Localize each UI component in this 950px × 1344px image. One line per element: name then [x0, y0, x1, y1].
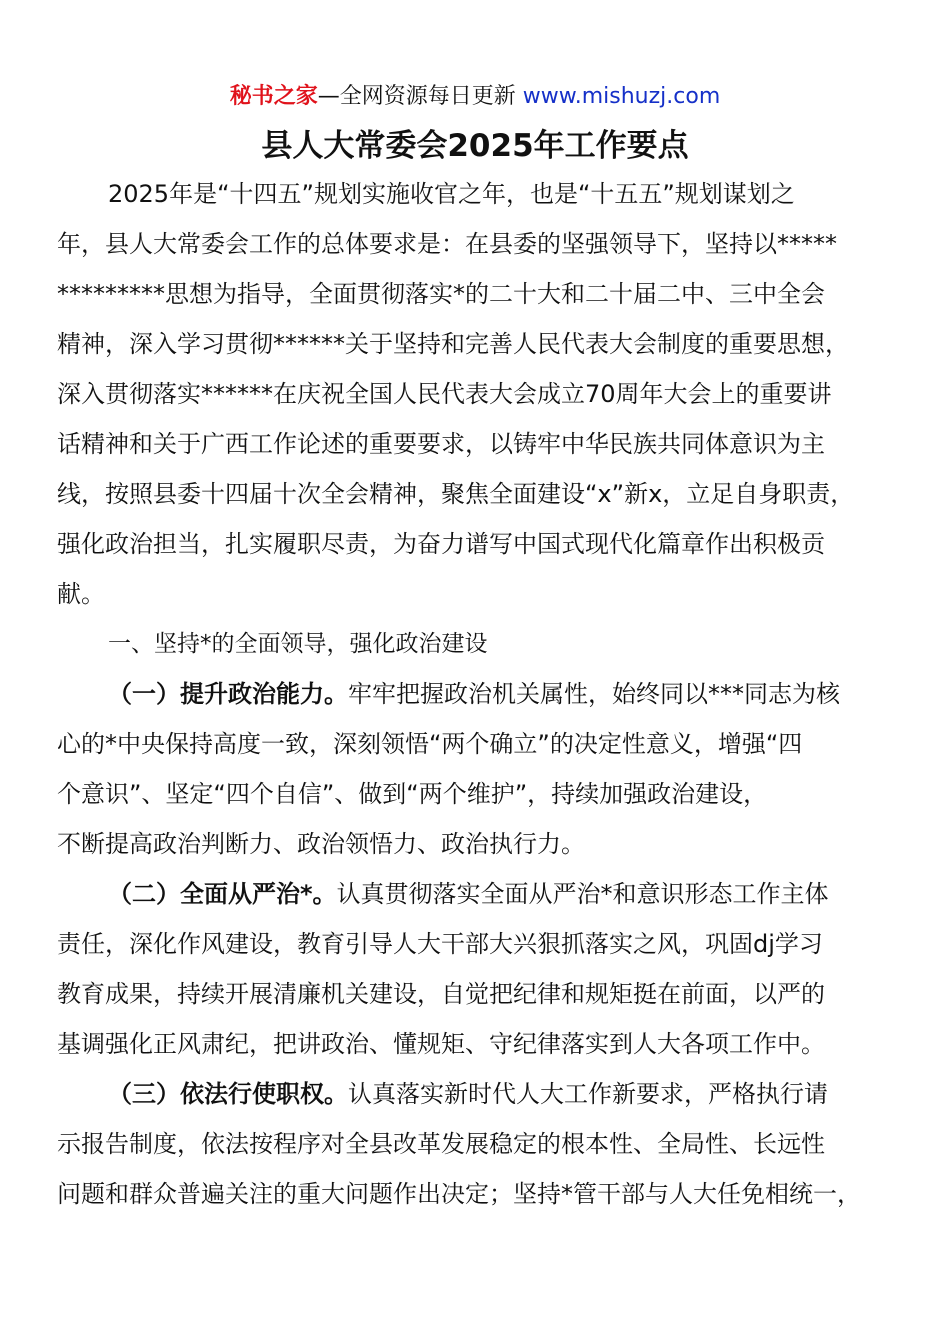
- item-line: 心的*中央保持高度一致，深刻领悟“两个确立”的决定性意义，增强“四: [57, 730, 803, 758]
- item-line: 基调强化正风肃纪，把讲政治、懂规矩、守纪律落实到人大各项工作中。: [57, 1030, 825, 1058]
- document-title: 县人大常委会2025年工作要点: [261, 128, 689, 164]
- intro-line: 2025年是“十四五”规划实施收官之年，也是“十五五”规划谋划之: [108, 180, 795, 208]
- item-line: 问题和群众普遍关注的重大问题作出决定；坚持*管干部与人大任免相统一，: [57, 1180, 861, 1208]
- item-line: 不断提高政治判断力、政治领悟力、政治执行力。: [57, 830, 585, 858]
- site-header: [0, 82, 950, 112]
- intro-line: *********思想为指导，全面贯彻落实*的二十大和二十届二中、三中全会: [57, 280, 825, 308]
- item-first-line: [0, 1076, 950, 1112]
- intro-line: 年，县人大常委会工作的总体要求是：在县委的坚强领导下，坚持以*****: [57, 230, 837, 258]
- item-line: 教育成果，持续开展清廉机关建设，自觉把纪律和规矩挺在前面，以严的: [57, 980, 825, 1008]
- intro-line: 精神，深入学习贯彻******关于坚持和完善人民代表大会制度的重要思想，: [57, 330, 849, 358]
- section-heading: 一、坚持*的全面领导，强化政治建设: [108, 631, 488, 657]
- site-slogan: —全网资源每日更新: [317, 84, 523, 109]
- intro-line: 献。: [57, 580, 105, 608]
- intro-line: 线，按照县委十四届十次全会精神，聚焦全面建设“x”新x，立足自身职责，: [57, 480, 855, 508]
- item-first-line: [0, 876, 950, 912]
- item-text: 认真贯彻落实全面从严治*和意识形态工作主体: [336, 880, 829, 908]
- item-first-line: [0, 676, 950, 712]
- item-label: （三）依法行使职权。: [108, 1080, 348, 1108]
- intro-line: 话精神和关于广西工作论述的重要要求，以铸牢中华民族共同体意识为主: [57, 430, 825, 458]
- intro-line: 深入贯彻落实******在庆祝全国人民代表大会成立70周年大会上的重要讲: [57, 380, 832, 408]
- brand-name: 秘书之家: [229, 84, 318, 109]
- item-label: （二）全面从严治*。: [108, 880, 337, 908]
- item-line: 责任，深化作风建设，教育引导人大干部大兴狠抓落实之风，巩固dj学习: [57, 930, 823, 958]
- intro-line: 强化政治担当，扎实履职尽责，为奋力谱写中国式现代化篇章作出积极贡: [57, 530, 825, 558]
- item-line: 示报告制度，依法按程序对全县改革发展稳定的根本性、全局性、长远性: [57, 1130, 825, 1158]
- site-url[interactable]: www.mishuzj.com: [522, 84, 721, 109]
- item-label: （一）提升政治能力。: [108, 680, 348, 708]
- item-line: 个意识”、坚定“四个自信”、做到“两个维护”，持续加强政治建设，: [57, 780, 768, 808]
- item-text: 牢牢把握政治机关属性，始终同以***同志为核: [348, 680, 840, 708]
- item-text: 认真落实新时代人大工作新要求，严格执行请: [348, 1080, 828, 1108]
